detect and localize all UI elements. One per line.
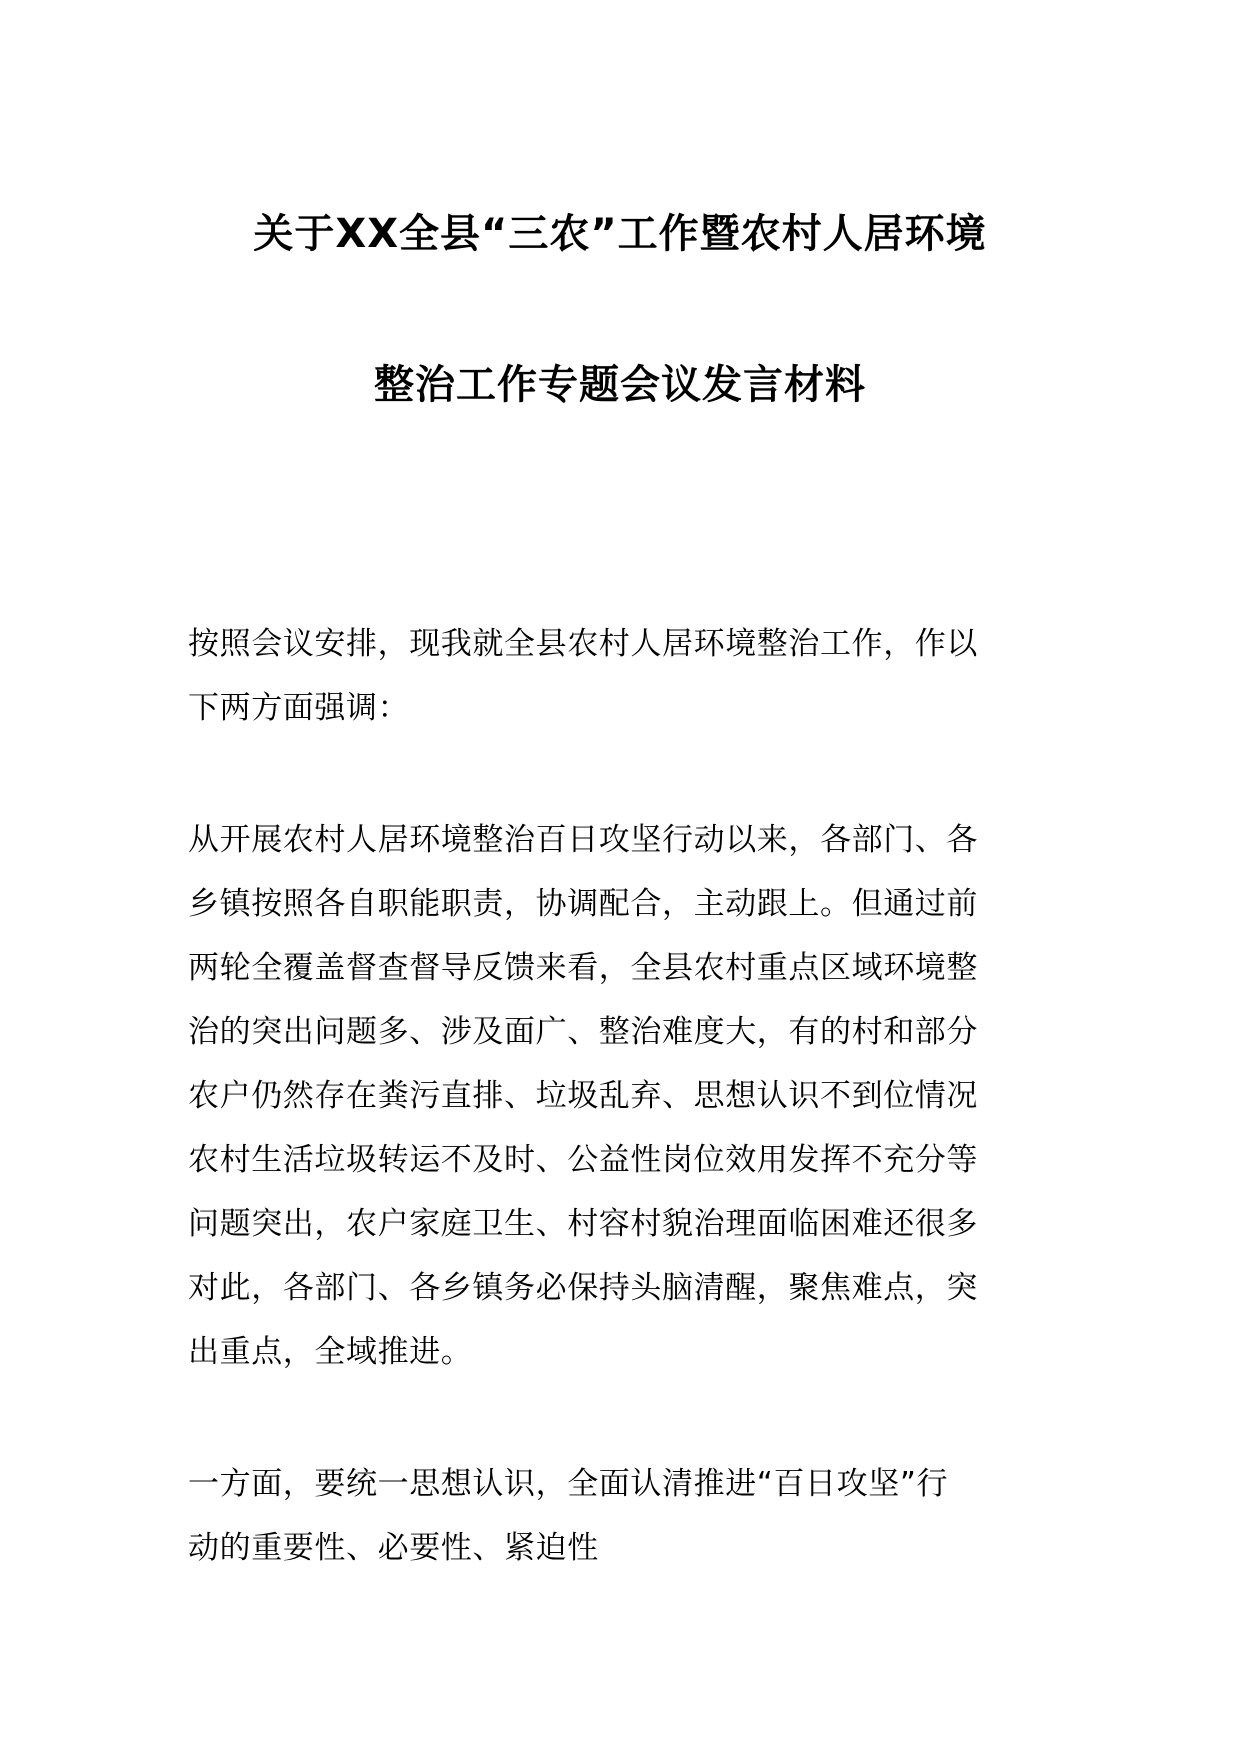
text-line: 乡镇按照各自职能职责，协调配合，主动跟上。但通过前: [188, 886, 978, 922]
text-line: 对此，各部门、各乡镇务必保持头脑清醒，聚焦难点，突: [188, 1270, 978, 1306]
text-line: 动的重要性、必要性、紧迫性: [188, 1530, 599, 1566]
text-line: 一方面，要统一思想认识，全面认清推进“百日攻坚”行: [188, 1466, 949, 1502]
document-body: [188, 612, 1058, 1580]
paragraph-situation: [188, 808, 1058, 1384]
document-title-line-2: 整治工作专题会议发言材料: [374, 362, 866, 408]
text-line: 下两方面强调：: [188, 690, 410, 726]
text-line: 治的突出问题多、涉及面广、整治难度大，有的村和部分: [188, 1014, 978, 1050]
paragraph-intro: [188, 612, 1058, 740]
paragraph-first-aspect: [188, 1452, 1058, 1580]
document-title-line-1: 关于XX全县“三农”工作暨农村人居环境: [253, 211, 987, 257]
text-line: 从开展农村人居环境整治百日攻坚行动以来，各部门、各: [188, 822, 978, 858]
text-line: 问题突出，农户家庭卫生、村容村貌治理面临困难还很多: [188, 1206, 978, 1242]
text-line: 两轮全覆盖督查督导反馈来看，全县农村重点区域环境整: [188, 950, 978, 986]
text-line: 出重点，全域推进。: [188, 1334, 473, 1370]
text-line: 按照会议安排，现我就全县农村人居环境整治工作，作以: [188, 626, 978, 662]
text-line: 农村生活垃圾转运不及时、公益性岗位效用发挥不充分等: [188, 1142, 978, 1178]
text-line: 农户仍然存在粪污直排、垃圾乱弃、思想认识不到位情况: [188, 1078, 978, 1114]
